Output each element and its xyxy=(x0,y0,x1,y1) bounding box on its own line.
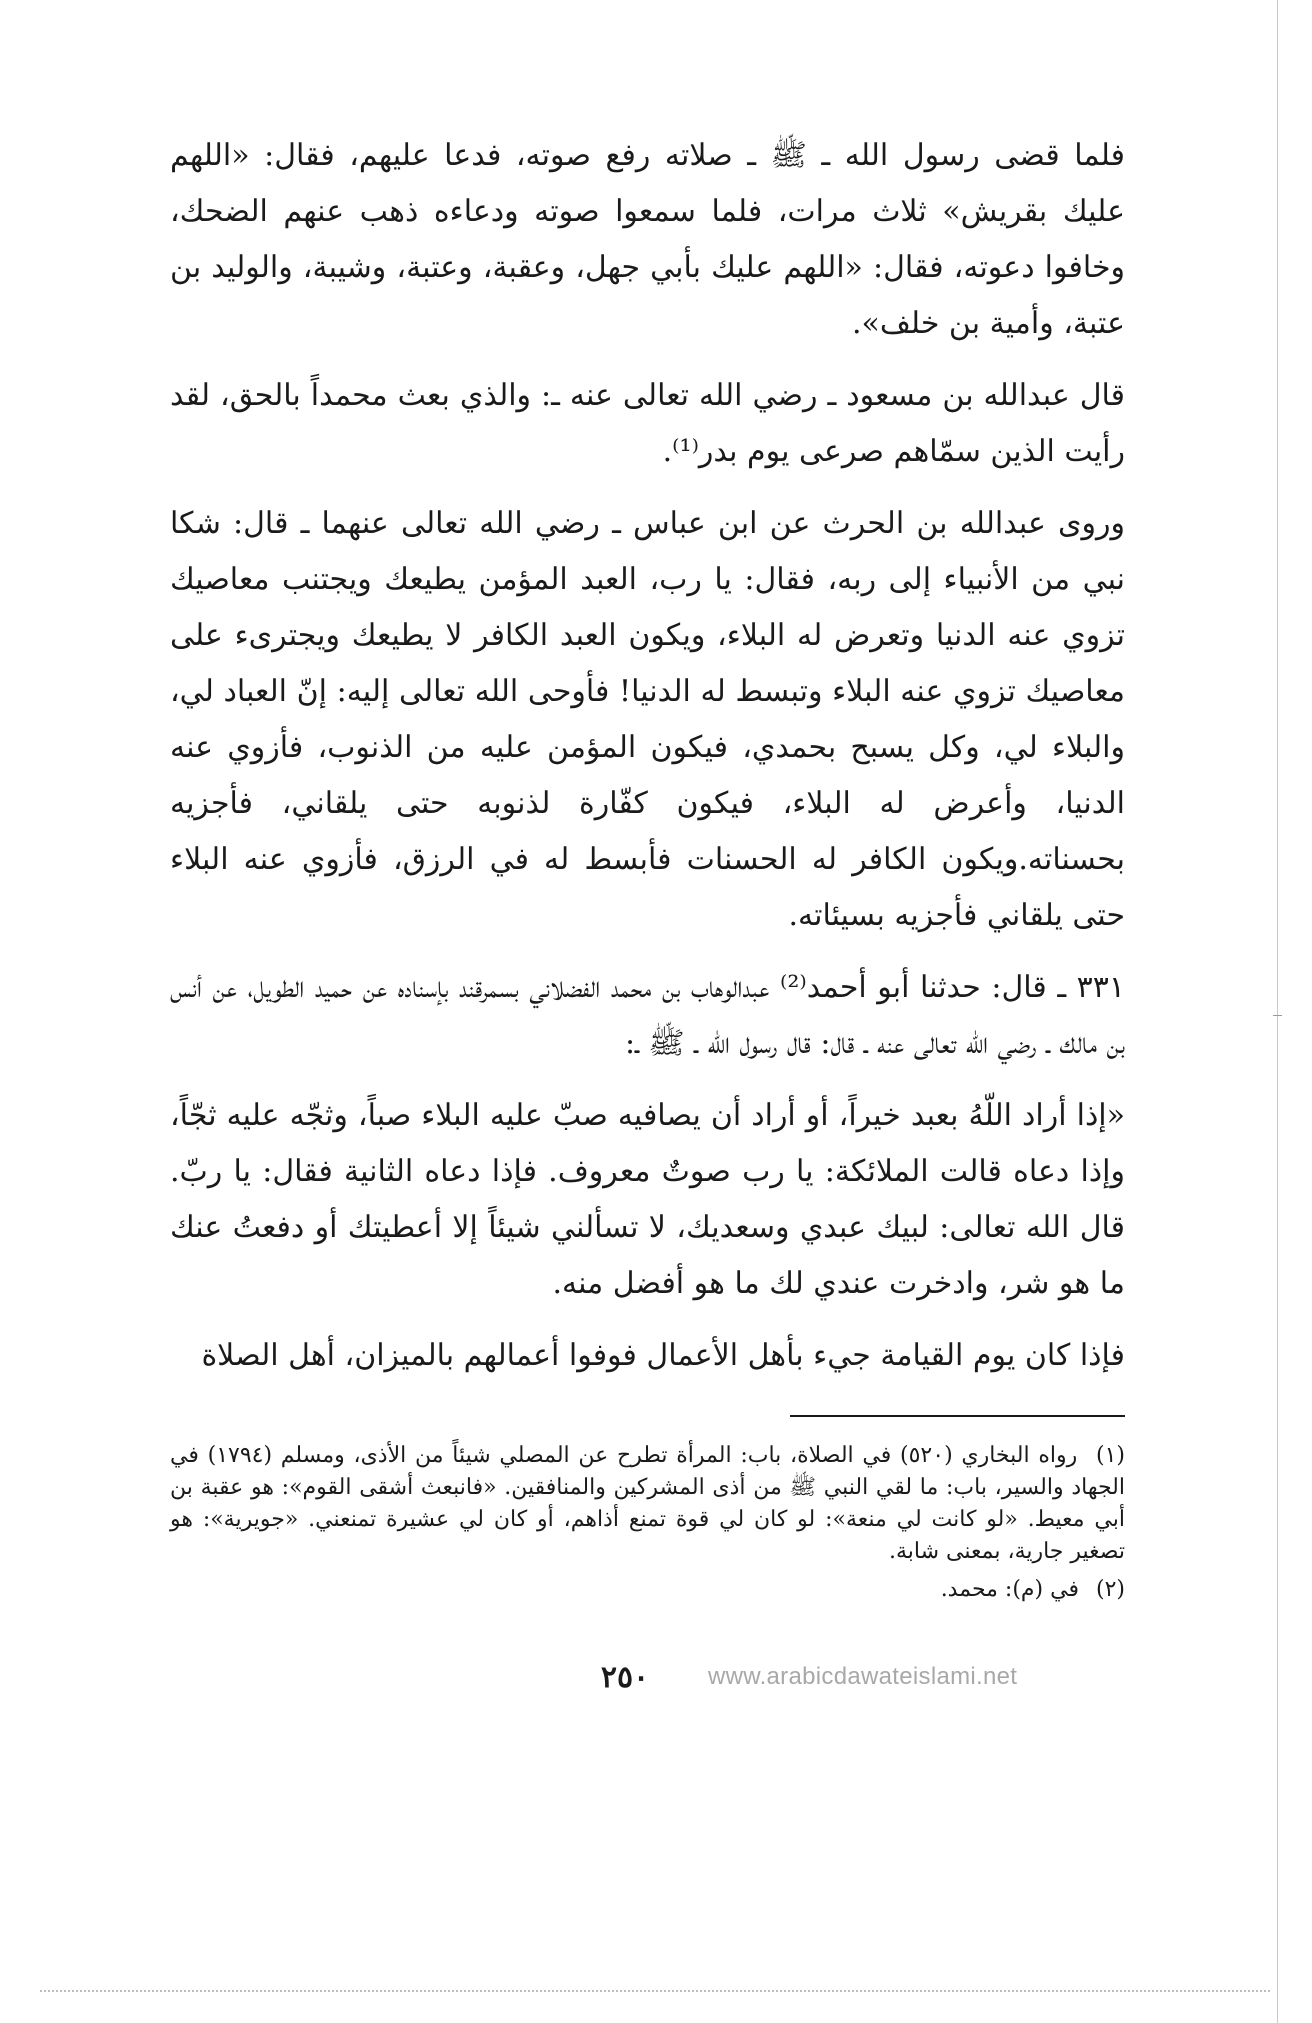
paragraph: وروى عبدالله بن الحرث عن ابن عباس ـ رضي الله تعالى عنهما ـ قال: شكا نبي من الأنبياء إلى ربه، فقال: يا رب، العبد المؤمن يطيعك ويجتنب معاصيك تزوي عنه الدنيا وتعرض له البلاء، ويكون العبد الكافر لا يطيعك ويجترىء على معاصيك تزوي عنه البلاء وتبسط له الدنيا! فأوحى الله تعالى إليه: إنّ العباد لي، والبلاء لي، وكل يسبح بحمدي، فيكون المؤمن عليه من الذنوب، فأزوي عنه الدنيا، وأعرض له البلاء، فيكون كفّارة لذنوبه حتى يلقاني، فأجزيه بحسناته.ويكون الكافر له الحسنات فأبسط له في الرزق، فأزوي عنه البلاء حتى يلقاني فأجزيه بسيئاته. xyxy=(170,506,1125,933)
paragraph: قال عبدالله بن مسعود ـ رضي الله تعالى عنه ـ: والذي بعث محمداً بالحق، لقد رأيت الذين سمّاهم صرعى يوم بدر⁽¹⁾. xyxy=(170,378,1125,469)
footnote-text: رواه البخاري (٥٢٠) في الصلاة، باب: المرأة تطرح عن المصلي شيئاً من الأذى، ومسلم (١٧٩٤) في الجهاد والسير، باب: ما لقي النبي ﷺ من أذى المشركين والمنافقين. «فانبعث أشقى القوم»: هو عقبة بن أبي معيط. «لو كانت لي منعة»: لو كان لي قوة تمنع أذاهم، أو كان لي عشيرة تمنعني. «جويرية»: هو تصغير جارية، بمعنى شابة. xyxy=(170,1443,1125,1564)
footnote-number: (٢) xyxy=(1095,1577,1125,1602)
paragraph: فإذا كان يوم القيامة جيء بأهل الأعمال فوفوا أعمالهم بالميزان، أهل الصلاة xyxy=(201,1338,1125,1373)
footnote-number: (١) xyxy=(1095,1443,1125,1468)
footnote-2 xyxy=(170,1574,1125,1606)
scan-edge-dots xyxy=(40,1990,1270,1994)
footnote-1 xyxy=(170,1440,1125,1568)
main-text xyxy=(170,128,1125,1400)
footnote-separator xyxy=(790,1415,1125,1417)
watermark-url: www.arabicdawateislami.net xyxy=(708,1663,1018,1690)
footnotes xyxy=(170,1440,1125,1612)
paragraph: فلما قضى رسول الله ـ ﷺ ـ صلاته رفع صوته، فدعا عليهم، فقال: «اللهم عليك بقريش» ثلاث مرات، فلما سمعوا صوته ودعاءه ذهب عنهم الضحك، وخافوا دعوته، فقال: «اللهم عليك بأبي جهل، وعقبة، وعتبة، وشيبة، والوليد بن عتبة، وأمية بن خلف». xyxy=(170,138,1125,341)
page-edge-mark xyxy=(1273,1015,1282,1016)
paragraph: ٣٣١ ـ قال: حدثنا أبو أحمد⁽²⁾ عبدالوهاب بن محمد الفضلاني بسمرقند بإسناده عن حميد الطويل، عن أنس بن مالك ـ رضي الله تعالى عنه ـ قال: قال رسول الله ـ ﷺ ـ: xyxy=(170,970,1125,1061)
paragraph: «إذا أراد اللّهُ بعبد خيراً، أو أراد أن يصافيه صبّ عليه البلاء صباً، وثجّه عليه ثجّاً، وإذا دعاه قالت الملائكة: يا رب صوتٌ معروف. فإذا دعاه الثانية فقال: يا ربّ. قال الله تعالى: لبيك عبدي وسعديك، لا تسألني شيئاً إلا أعطيتك أو دفعتُ عنك ما هو شر، وادخرت عندي لك ما هو أفضل منه. xyxy=(170,1098,1125,1301)
footnote-text: في (م): محمد. xyxy=(940,1577,1079,1602)
page-edge-line xyxy=(1277,0,1278,2023)
page-number: ٢٥٠ xyxy=(600,1660,650,1695)
